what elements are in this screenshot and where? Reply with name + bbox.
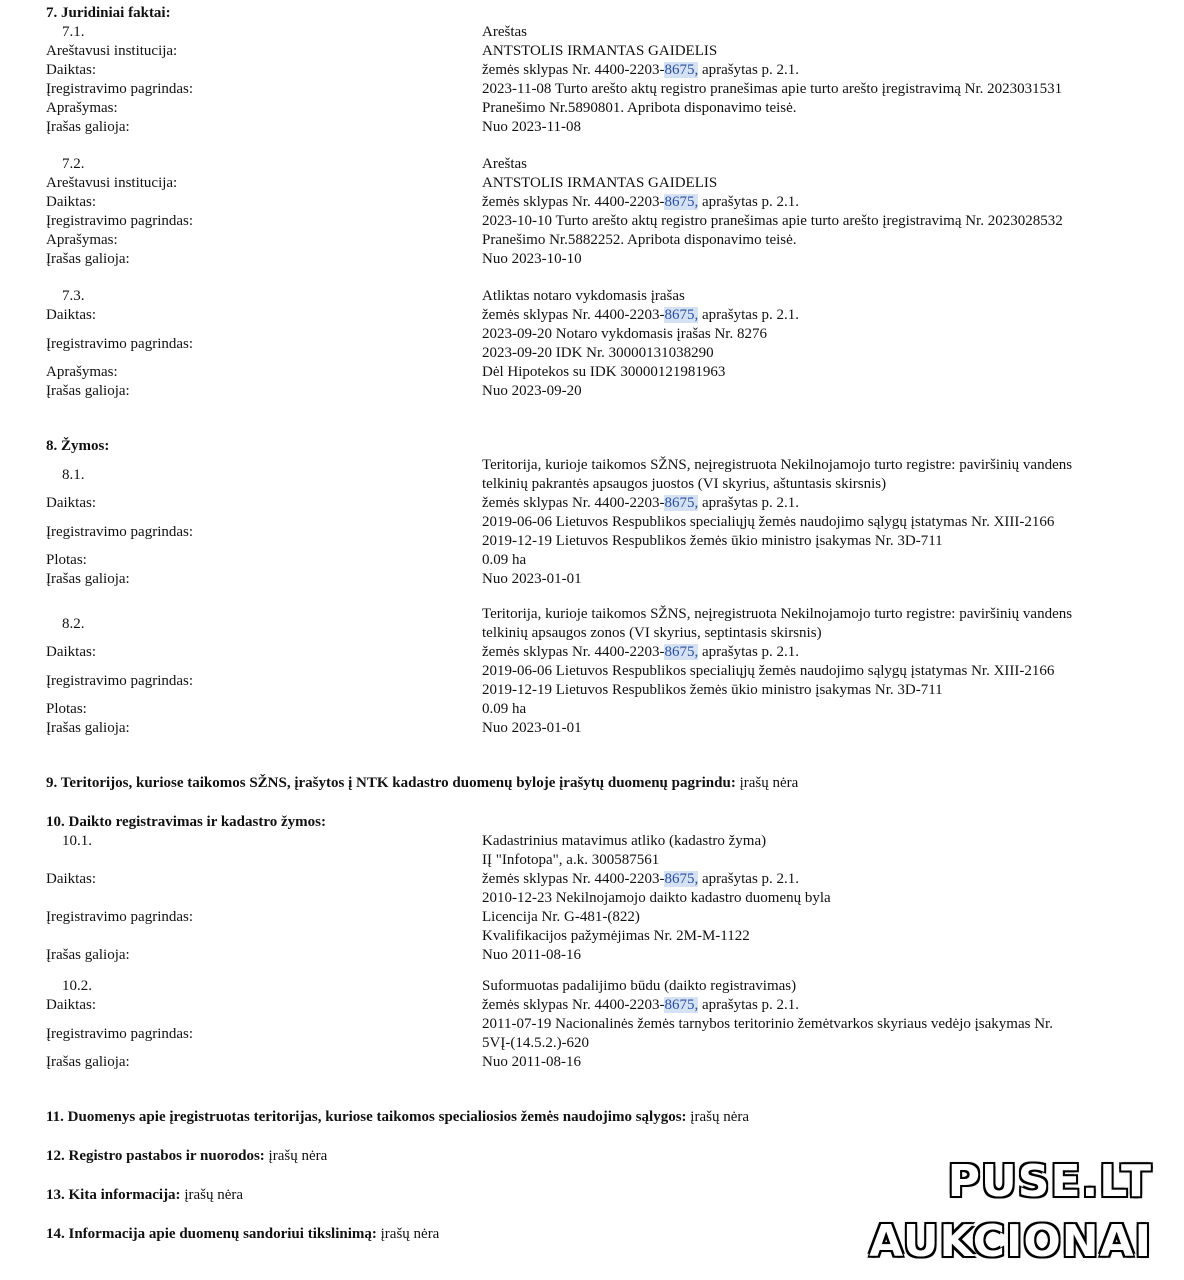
thing-value: žemės sklypas Nr. 4400-2203-8675, aprašytas p. 2.1. xyxy=(482,871,800,887)
entry-type: Teritorija, kurioje taikomos SŽNS, neįregistruota Nekilnojamojo turto registre: paviršinių vandens telkinių pakrantės apsaugos juostos (VI skyrius, aštuntasis skirsnis) xyxy=(482,457,1073,492)
thing-value: žemės sklypas Nr. 4400-2203-8675, aprašytas p. 2.1. xyxy=(482,997,800,1013)
basis-label: Įregistravimo pagrindas: xyxy=(46,335,194,352)
basis-value: 2019-06-06 Lietuvos Respublikos specialiųjų žemės naudojimo sąlygų įstatymas Nr. XIII-2166 2019-12-19 Lietuvos Respublikos žemės ūkio ministro įsakymas Nr. 3D-711 xyxy=(482,663,1055,698)
basis-value: 2023-09-20 Notaro vykdomasis įrašas Nr. 8276 2023-09-20 IDK Nr. 30000131038290 xyxy=(482,326,767,361)
institution-value: ANTSTOLIS IRMANTAS GAIDELIS xyxy=(482,43,718,59)
section-7-title: 7. Juridiniai faktai: xyxy=(46,5,171,21)
valid-value: Nuo 2023-01-01 xyxy=(482,571,582,587)
watermark xyxy=(869,1152,1152,1272)
thing-label: Daiktas: xyxy=(46,997,96,1013)
thing-label: Daiktas: xyxy=(46,194,96,210)
valid-label: Įrašas galioja: xyxy=(46,571,130,587)
valid-label: Įrašas galioja: xyxy=(46,119,130,135)
parcel-code-highlight: 8675, xyxy=(664,307,699,323)
thing-label: Daiktas: xyxy=(46,307,96,323)
basis-value: 2010-12-23 Nekilnojamojo daikto kadastro duomenų byla Licencija Nr. G-481-(822) Kvalifikacijos pažymėjimas Nr. 2M-M-1122 xyxy=(482,890,831,944)
valid-label: Įrašas galioja: xyxy=(46,251,130,267)
valid-label: Įrašas galioja: xyxy=(46,383,130,399)
valid-label: Įrašas galioja: xyxy=(46,720,130,736)
entry-8-2 xyxy=(46,605,1156,738)
section-13-value: įrašų nėra xyxy=(180,1187,244,1203)
description-label: Aprašymas: xyxy=(46,232,118,248)
description-label: Aprašymas: xyxy=(46,100,118,116)
description-value: Pranešimo Nr.5890801. Apribota disponavimo teisė. xyxy=(482,100,797,116)
entry-10-2 xyxy=(46,977,1156,1072)
section-8-title: 8. Žymos: xyxy=(46,438,110,454)
area-label: Plotas: xyxy=(46,552,87,568)
parcel-code-highlight: 8675, xyxy=(664,997,699,1013)
thing-value: žemės sklypas Nr. 4400-2203-8675, aprašytas p. 2.1. xyxy=(482,307,800,323)
thing-label: Daiktas: xyxy=(46,644,96,660)
valid-value: Nuo 2023-11-08 xyxy=(482,119,582,135)
description-value: Dėl Hipotekos su IDK 30000121981963 xyxy=(482,364,726,380)
institution-label: Areštavusi institucija: xyxy=(46,175,178,191)
valid-value: Nuo 2011-08-16 xyxy=(482,1054,582,1070)
description-value: Pranešimo Nr.5882252. Apribota disponavimo teisė. xyxy=(482,232,797,248)
parcel-code-highlight: 8675, xyxy=(664,495,699,511)
entry-type: Kadastrinius matavimus atliko (kadastro žyma) xyxy=(482,833,767,849)
parcel-code-highlight: 8675, xyxy=(664,194,699,210)
thing-value: žemės sklypas Nr. 4400-2203-8675, aprašytas p. 2.1. xyxy=(482,62,800,78)
entry-type: Areštas xyxy=(482,24,527,40)
section-12-title: 12. Registro pastabos ir nuorodos: įrašų nėra xyxy=(46,1148,328,1164)
section-11-value: įrašų nėra xyxy=(686,1109,750,1125)
entry-7-3 xyxy=(46,287,1156,401)
entry-type: Atliktas notaro vykdomasis įrašas xyxy=(482,288,685,304)
entry-number: 7.3. xyxy=(62,288,85,304)
section-14-title: 14. Informacija apie duomenų sandoriui tikslinimą: įrašų nėra xyxy=(46,1226,440,1242)
basis-label: Įregistravimo pagrindas: xyxy=(46,1025,194,1042)
entry-7-1 xyxy=(46,23,1156,137)
section-11-title: 11. Duomenys apie įregistruotas teritorijas, kuriose taikomos specialiosios žemės naudojimo sąlygos: įrašų nėra xyxy=(46,1109,750,1125)
parcel-code-highlight: 8675, xyxy=(664,644,699,660)
thing-value: žemės sklypas Nr. 4400-2203-8675, aprašytas p. 2.1. xyxy=(482,194,800,210)
basis-label: Įregistravimo pagrindas: xyxy=(46,672,194,689)
area-label: Plotas: xyxy=(46,701,87,717)
area-value: 0.09 ha xyxy=(482,552,527,568)
thing-label: Daiktas: xyxy=(46,871,96,887)
entry-type: Teritorija, kurioje taikomos SŽNS, neįregistruota Nekilnojamojo turto registre: paviršinių vandens telkinių apsaugos zonos (VI skyrius, septintasis skirsnis) xyxy=(482,606,1073,641)
valid-value: Nuo 2023-09-20 xyxy=(482,383,582,399)
section-10-title: 10. Daikto registravimas ir kadastro žymos: xyxy=(46,814,326,830)
entry-number: 10.2. xyxy=(62,978,92,994)
entry-type: Suformuotas padalijimo būdu (daikto registravimas) xyxy=(482,978,797,994)
area-value: 0.09 ha xyxy=(482,701,527,717)
valid-value: Nuo 2023-10-10 xyxy=(482,251,582,267)
valid-value: Nuo 2011-08-16 xyxy=(482,947,582,963)
institution-label: Areštavusi institucija: xyxy=(46,43,178,59)
institution-value: ANTSTOLIS IRMANTAS GAIDELIS xyxy=(482,175,718,191)
entry-7-2 xyxy=(46,155,1156,269)
entry-number: 7.2. xyxy=(62,156,85,172)
parcel-code-highlight: 8675, xyxy=(664,871,699,887)
entry-10-1 xyxy=(46,832,1156,965)
valid-label: Įrašas galioja: xyxy=(46,947,130,963)
basis-label: Įregistravimo pagrindas: xyxy=(46,523,194,540)
basis-value: 2023-11-08 Turto arešto aktų registro pranešimas apie turto arešto įregistravimą Nr. 2023031531 xyxy=(482,81,1063,97)
registry-document xyxy=(46,4,1156,1244)
description-label: Aprašymas: xyxy=(46,364,118,380)
entry-number: 10.1. xyxy=(62,833,92,849)
section-9-value: įrašų nėra xyxy=(735,775,799,791)
entry-number: 8.2. xyxy=(62,615,85,632)
basis-label: Įregistravimo pagrindas: xyxy=(46,81,194,97)
section-9-title: 9. Teritorijos, kuriose taikomos SŽNS, įrašytos į NTK kadastro duomenų byloje įrašytų duomenų pagrindu: įrašų nėra xyxy=(46,775,799,791)
basis-value: 2023-10-10 Turto arešto aktų registro pranešimas apie turto arešto įregistravimą Nr. 2023028532 xyxy=(482,213,1063,229)
section-13-title: 13. Kita informacija: įrašų nėra xyxy=(46,1187,244,1203)
basis-value: 2011-07-19 Nacionalinės žemės tarnybos teritorinio žemėtvarkos skyriaus vedėjo įsakymas Nr. 5VĮ-(14.5.2.)-620 xyxy=(482,1016,1053,1051)
entry-number: 7.1. xyxy=(62,24,85,40)
entry-8-1 xyxy=(46,456,1156,589)
thing-label: Daiktas: xyxy=(46,495,96,511)
parcel-code-highlight: 8675, xyxy=(664,62,699,78)
entry-number: 8.1. xyxy=(62,466,85,483)
valid-label: Įrašas galioja: xyxy=(46,1054,130,1070)
thing-label: Daiktas: xyxy=(46,62,96,78)
watermark-line-2: AUKCIONAI xyxy=(869,1216,1152,1267)
basis-label: Įregistravimo pagrindas: xyxy=(46,909,194,925)
watermark-line-1: PUSE.LT xyxy=(947,1156,1152,1207)
thing-value: žemės sklypas Nr. 4400-2203-8675, aprašytas p. 2.1. xyxy=(482,495,800,511)
section-14-value: įrašų nėra xyxy=(376,1226,440,1242)
valid-value: Nuo 2023-01-01 xyxy=(482,720,582,736)
basis-label: Įregistravimo pagrindas: xyxy=(46,213,194,229)
basis-value: 2019-06-06 Lietuvos Respublikos specialiųjų žemės naudojimo sąlygų įstatymas Nr. XIII-2166 2019-12-19 Lietuvos Respublikos žemės ūkio ministro įsakymas Nr. 3D-711 xyxy=(482,514,1055,549)
entry-type: Areštas xyxy=(482,156,527,172)
section-12-value: įrašų nėra xyxy=(264,1148,328,1164)
thing-value: žemės sklypas Nr. 4400-2203-8675, aprašytas p. 2.1. xyxy=(482,644,800,660)
entry-type-detail: IĮ "Infotopa", a.k. 300587561 xyxy=(482,852,660,868)
